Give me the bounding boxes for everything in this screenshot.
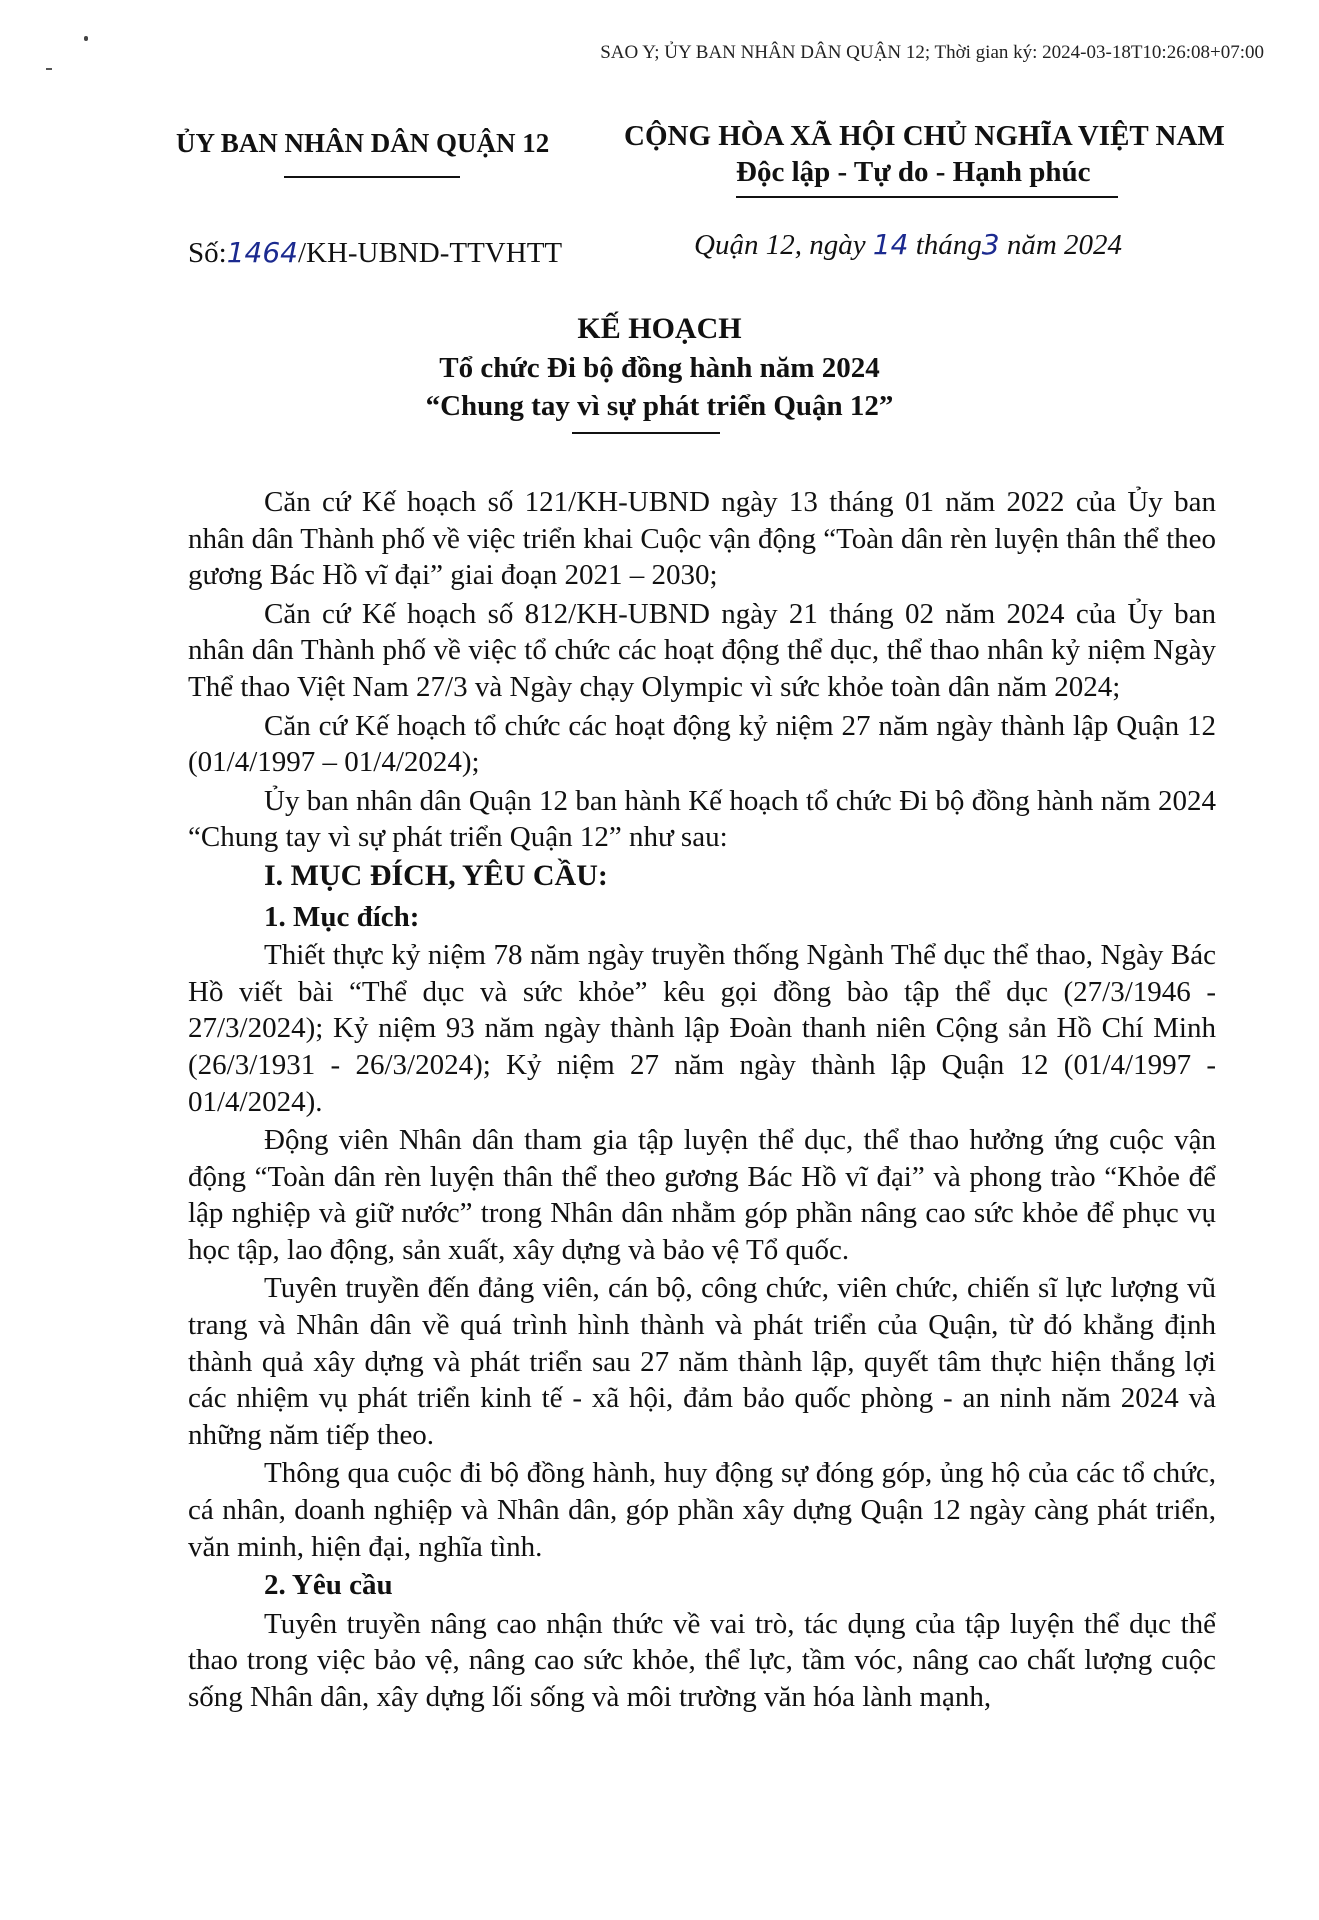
subsection-heading-requirements: 2. Yêu cầu: [264, 1569, 393, 1602]
issuing-agency: ỦY BAN NHÂN DÂN QUẬN 12: [176, 128, 550, 158]
national-title: CỘNG HÒA XÃ HỘI CHỦ NGHĨA VIỆT NAM: [624, 120, 1225, 152]
issuance-statement: Ủy ban nhân dân Quận 12 ban hành Kế hoạch tổ chức Đi bộ đồng hành năm 2024 “Chung tay vì sự phát triển Quận 12” như sau:: [188, 784, 1216, 854]
motto-underline: [736, 196, 1118, 198]
document-number: [188, 236, 562, 270]
purpose-paragraph-4: Thông qua cuộc đi bộ đồng hành, huy động sự đóng góp, ủng hộ của các tổ chức, cá nhân, doanh nghiệp và Nhân dân, góp phần xây dựng Quận 12 ngày càng phát triển, văn minh, hiện đại, nghĩa tình.: [188, 1457, 1216, 1563]
scan-speck: [84, 36, 88, 41]
doc-number-prefix: Số:: [188, 237, 227, 269]
subsection-heading-purpose: 1. Mục đích:: [264, 900, 420, 933]
date-year: năm 2024: [999, 229, 1123, 261]
title-underline: [572, 432, 720, 434]
legal-basis-3: Căn cứ Kế hoạch tổ chức các hoạt động kỷ niệm 27 năm ngày thành lập Quận 12 (01/4/1997 – 01/4/2024);: [188, 709, 1216, 779]
purpose-paragraph-2: Động viên Nhân dân tham gia tập luyện thể dục, thể thao hưởng ứng cuộc vận động “Toàn dân rèn luyện thân thể theo gương Bác Hồ vĩ đại” và phong trào “Khỏe để lập nghiệp và giữ nước” trong Nhân dân nhằm góp phần nâng cao sức khỏe để phục vụ học tập, lao động, sản xuất, xây dựng và bảo vệ Tổ quốc.: [188, 1124, 1216, 1266]
doc-number-handwritten: 1464: [226, 236, 298, 269]
document-body: [188, 484, 1216, 1718]
agency-underline: [284, 176, 460, 178]
doc-number-suffix: /KH-UBND-TTVHTT: [297, 237, 563, 269]
legal-basis-2: Căn cứ Kế hoạch số 812/KH-UBND ngày 21 tháng 02 năm 2024 của Ủy ban nhân dân Thành phố về việc tổ chức các hoạt động thể dục, thể thao nhân kỷ niệm Ngày Thể thao Việt Nam 27/3 và Ngày chạy Olympic vì sức khỏe toàn dân năm 2024;: [188, 597, 1216, 703]
section-heading-1: I. MỤC ĐÍCH, YÊU CẦU:: [264, 858, 608, 892]
date-day-handwritten: 14: [872, 228, 909, 261]
date-month-handwritten: 3: [981, 228, 1000, 261]
scan-speck: [46, 68, 52, 70]
issue-date: [694, 228, 1122, 262]
document-subtitle: Tổ chức Đi bộ đồng hành năm 2024: [439, 352, 880, 384]
purpose-paragraph-1: Thiết thực kỷ niệm 78 năm ngày truyền thống Ngành Thể dục thể thao, Ngày Bác Hồ viết bài “Thể dục và sức khỏe” kêu gọi đồng bào tập thể dục (27/3/1946 - 27/3/2024); Kỷ niệm 93 năm ngày thành lập Đoàn thanh niên Cộng sản Hồ Chí Minh (26/3/1931 - 26/3/2024); Kỷ niệm 27 năm ngày thành lập Quận 12 (01/4/1997 - 01/4/2024).: [188, 939, 1216, 1118]
digital-signature-stamp: SAO Y; ỦY BAN NHÂN DÂN QUẬN 12; Thời gian ký: 2024-03-18T10:26:08+07:00: [600, 42, 1264, 63]
legal-basis-1: Căn cứ Kế hoạch số 121/KH-UBND ngày 13 tháng 01 năm 2022 của Ủy ban nhân dân Thành phố về việc triển khai Cuộc vận động “Toàn dân rèn luyện thân thể theo gương Bác Hồ vĩ đại” giai đoạn 2021 – 2030;: [188, 486, 1216, 592]
document-title: KẾ HOẠCH: [577, 312, 742, 345]
document-slogan: “Chung tay vì sự phát triển Quận 12”: [425, 390, 894, 422]
purpose-paragraph-3: Tuyên truyền đến đảng viên, cán bộ, công chức, viên chức, chiến sĩ lực lượng vũ trang và Nhân dân về quá trình hình thành và phát triển của Quận, từ đó khẳng định thành quả xây dựng và phát triển sau 27 năm thành lập, quyết tâm thực hiện thắng lợi các nhiệm vụ phát triển kinh tế - xã hội, đảm bảo quốc phòng - an ninh năm 2024 và những năm tiếp theo.: [188, 1272, 1216, 1451]
date-place: Quận 12, ngày: [694, 229, 873, 261]
requirements-paragraph-1: Tuyên truyền nâng cao nhận thức về vai trò, tác dụng của tập luyện thể dục thể thao trong việc bảo vệ, nâng cao sức khỏe, thể lực, tầm vóc, nâng cao chất lượng cuộc sống Nhân dân, xây dựng lối sống và môi trường văn hóa lành mạnh,: [188, 1607, 1216, 1713]
date-month-label: tháng: [908, 229, 982, 261]
national-motto: Độc lập - Tự do - Hạnh phúc: [736, 156, 1091, 188]
